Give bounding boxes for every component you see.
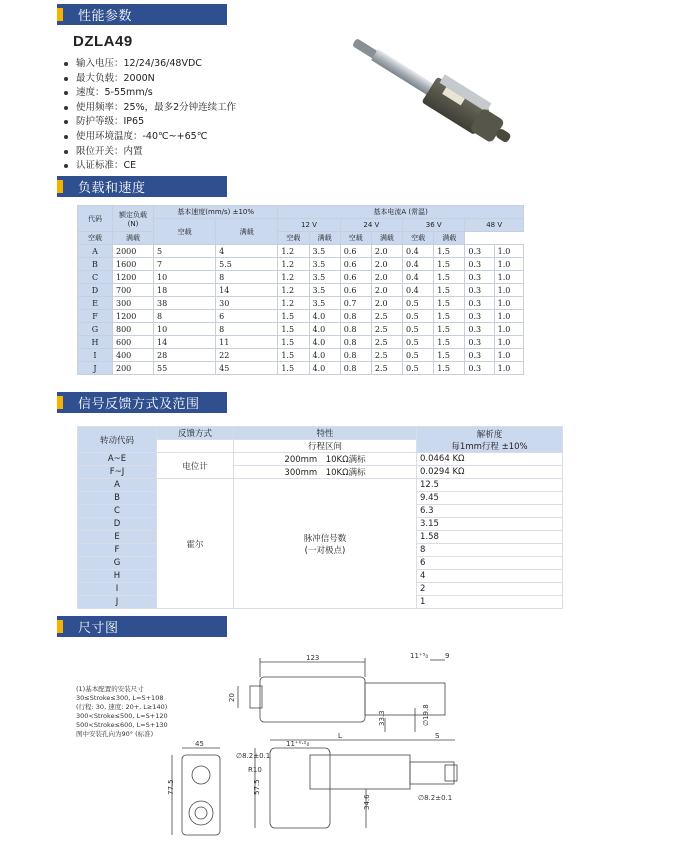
table-cell: 3.5 <box>309 284 340 297</box>
row-code: G <box>78 557 157 570</box>
row-code: B <box>78 492 157 505</box>
table-cell: 8 <box>154 310 216 323</box>
table-cell: 1.5 <box>278 310 309 323</box>
row-code: A~E <box>78 453 157 466</box>
table-cell: 1.0 <box>494 284 523 297</box>
dim-label: 11⁺⁵₀ <box>410 652 429 660</box>
section-title: 性能参数 <box>78 9 133 24</box>
table-cell: 700 <box>113 284 154 297</box>
spec-item: 限位开关：内置 <box>63 145 236 160</box>
row-code: C <box>78 505 157 518</box>
table-cell: 1.2 <box>278 245 309 258</box>
table-cell: 0.3 <box>465 297 494 310</box>
note-line: 500<Stroke≤600, L=S+130 <box>76 721 168 729</box>
table-cell: 3.5 <box>309 271 340 284</box>
feedback-table <box>77 426 563 609</box>
table-cell: 4 <box>216 245 278 258</box>
table-cell: 0.4 <box>403 271 434 284</box>
col-noload: 空载 <box>78 232 113 245</box>
table-cell: 1.5 <box>278 349 309 362</box>
table-cell: 4.0 <box>309 349 340 362</box>
col-noload: 空载 <box>403 232 434 245</box>
row-code: F~J <box>78 466 157 479</box>
dim-label: 33.3 <box>378 710 386 726</box>
col-feedback-type: 反馈方式 <box>157 427 234 440</box>
note-line: (行程: 30, 速度: 20+, L≥140) <box>76 703 168 711</box>
table-cell: 2.0 <box>371 297 402 310</box>
table-cell: 5 <box>154 245 216 258</box>
table-cell: 2.0 <box>371 245 402 258</box>
section-title: 尺寸图 <box>78 621 119 636</box>
row-code: F <box>78 544 157 557</box>
table-row <box>78 336 524 349</box>
table-cell: 0.3 <box>465 336 494 349</box>
col-fullload: 满载 <box>309 232 340 245</box>
table-cell: 2.5 <box>371 349 402 362</box>
dim-label: 57.5 <box>253 779 261 795</box>
col-voltage: 48 V <box>465 219 524 232</box>
row-code: A <box>78 479 157 492</box>
table-cell: 4.0 <box>309 323 340 336</box>
row-code: I <box>78 583 157 596</box>
section-header-performance <box>57 4 227 25</box>
table-cell: 1200 <box>113 310 154 323</box>
table-row <box>78 284 524 297</box>
dim-label: 34.6 <box>363 794 371 810</box>
table-row <box>78 362 524 375</box>
resolution-cell: 8 <box>417 544 563 557</box>
table-cell: 1.2 <box>278 297 309 310</box>
table-cell: 3.5 <box>309 258 340 271</box>
table-cell: 8 <box>216 323 278 336</box>
table-cell: 1600 <box>113 258 154 271</box>
dim-label: 123 <box>306 654 320 662</box>
col-speed: 基本速度(mm/s) ±10% <box>154 206 278 219</box>
col-current: 基本电流A (常温) <box>278 206 524 219</box>
col-rotation-code: 转动代码 <box>78 427 157 453</box>
table-cell: 1.2 <box>278 271 309 284</box>
col-voltage: 12 V <box>278 219 340 232</box>
note-line: 300<Stroke≤500, L=S+120 <box>76 712 168 720</box>
table-cell: 2.5 <box>371 362 402 375</box>
table-cell: 1.0 <box>494 245 523 258</box>
table-cell: 30 <box>216 297 278 310</box>
table-cell: 0.3 <box>465 258 494 271</box>
spec-item: 最大负载：2000N <box>63 72 236 87</box>
dim-label: ∅19.8 <box>422 704 430 726</box>
table-cell: 0.6 <box>340 245 371 258</box>
col-stroke-range: 行程区间 <box>234 440 417 453</box>
spec-item: 使用环境温度：-40℃~+65℃ <box>63 130 236 145</box>
table-cell: 800 <box>113 323 154 336</box>
resolution-cell: 0.0294 KΩ <box>417 466 563 479</box>
table-cell: 0.3 <box>465 323 494 336</box>
feedback-type: 电位计 <box>157 453 234 479</box>
table-cell: 28 <box>154 349 216 362</box>
load-speed-table <box>77 205 524 375</box>
dim-label: 9 <box>445 652 450 660</box>
note-line: (1)基本配置的安装尺寸 <box>76 685 144 693</box>
col-voltage: 24 V <box>340 219 402 232</box>
row-code: D <box>78 284 113 297</box>
dim-label: 45 <box>195 740 204 748</box>
col-rated-load: 额定负载 (N) <box>113 206 154 232</box>
table-cell: 10 <box>154 271 216 284</box>
dim-label: ∅8.2±0.1 <box>236 752 271 760</box>
dim-label: S <box>435 732 440 740</box>
resolution-cell: 4 <box>417 570 563 583</box>
table-cell: 1.5 <box>434 323 465 336</box>
table-cell: 0.7 <box>340 297 371 310</box>
model-title: DZLA49 <box>73 33 133 50</box>
table-cell: 0.5 <box>403 362 434 375</box>
table-row <box>78 453 563 466</box>
feedback-type: 霍尔 <box>157 479 234 609</box>
feature-cell <box>234 479 417 609</box>
table-row <box>78 271 524 284</box>
resolution-cell: 0.0464 KΩ <box>417 453 563 466</box>
spec-item: 输入电压：12/24/36/48VDC <box>63 57 236 72</box>
hall-feature-sub: (一对极点) <box>304 545 346 556</box>
table-cell: 0.3 <box>465 310 494 323</box>
resolution-cell: 6 <box>417 557 563 570</box>
install-notes <box>76 685 168 739</box>
table-cell: 0.5 <box>403 297 434 310</box>
table-cell: 0.5 <box>403 336 434 349</box>
note-line: 30≤Stroke≤300, L=S+108 <box>76 694 164 702</box>
col-voltage: 36 V <box>403 219 465 232</box>
table-cell: 1.5 <box>434 271 465 284</box>
table-cell: 0.8 <box>340 336 371 349</box>
row-code: B <box>78 258 113 271</box>
table-row <box>78 297 524 310</box>
table-cell: 2.0 <box>371 258 402 271</box>
table-cell: 4.0 <box>309 336 340 349</box>
table-cell: 1.5 <box>434 245 465 258</box>
row-code: J <box>78 362 113 375</box>
table-cell: 1.5 <box>434 297 465 310</box>
col-noload: 空载 <box>340 232 371 245</box>
table-cell: 600 <box>113 336 154 349</box>
section-title: 信号反馈方式及范围 <box>78 397 200 412</box>
table-cell: 0.5 <box>403 323 434 336</box>
resolution-cell: 12.5 <box>417 479 563 492</box>
dim-label: 20 <box>228 693 236 702</box>
table-cell: 10 <box>154 323 216 336</box>
col-resolution <box>417 427 563 453</box>
table-cell: 7 <box>154 258 216 271</box>
spec-item: 认证标准：CE <box>63 159 236 174</box>
table-cell: 1.5 <box>434 336 465 349</box>
col-noload: 空载 <box>154 219 216 245</box>
resolution-cell: 1.58 <box>417 531 563 544</box>
table-cell: 14 <box>216 284 278 297</box>
table-cell: 1.0 <box>494 258 523 271</box>
table-cell: 4.0 <box>309 310 340 323</box>
row-code: G <box>78 323 113 336</box>
actuator-product-image <box>330 28 530 168</box>
table-cell: 11 <box>216 336 278 349</box>
table-row <box>78 258 524 271</box>
table-cell: 3.5 <box>309 245 340 258</box>
resolution-cell: 9.45 <box>417 492 563 505</box>
table-cell: 1.5 <box>278 362 309 375</box>
table-cell: 0.6 <box>340 258 371 271</box>
table-cell: 0.4 <box>403 245 434 258</box>
table-cell: 0.8 <box>340 310 371 323</box>
table-cell: 1.2 <box>278 284 309 297</box>
spec-item: 防护等级：IP65 <box>63 115 236 130</box>
col-fullload: 满载 <box>371 232 402 245</box>
table-cell: 38 <box>154 297 216 310</box>
col-noload: 空载 <box>278 232 309 245</box>
table-cell: 1.0 <box>494 336 523 349</box>
table-cell: 1200 <box>113 271 154 284</box>
table-cell: 2.5 <box>371 310 402 323</box>
table-cell: 5.5 <box>216 258 278 271</box>
table-row <box>78 245 524 258</box>
table-cell: 0.3 <box>465 271 494 284</box>
table-cell: 2.0 <box>371 284 402 297</box>
table-cell: 2.5 <box>371 336 402 349</box>
section-marker-icon <box>57 8 63 21</box>
col-fullload: 满载 <box>113 232 154 245</box>
table-cell: 0.3 <box>465 245 494 258</box>
table-cell: 1.5 <box>434 284 465 297</box>
table-cell: 1.5 <box>434 362 465 375</box>
row-code: H <box>78 570 157 583</box>
section-title: 负载和速度 <box>78 181 146 196</box>
table-cell: 2.5 <box>371 323 402 336</box>
table-cell: 55 <box>154 362 216 375</box>
blank-cell <box>157 440 234 453</box>
feature-cell: 200mm 10KΩ满标 <box>234 453 417 466</box>
table-row <box>78 466 563 479</box>
table-cell: 1.0 <box>494 362 523 375</box>
dim-label: ∅8.2±0.1 <box>418 794 453 802</box>
dim-label: R10 <box>248 766 262 774</box>
spec-item: 使用频率：25%，最多2分钟连续工作 <box>63 101 236 116</box>
table-cell: 1.0 <box>494 297 523 310</box>
row-code: F <box>78 310 113 323</box>
table-row <box>78 310 524 323</box>
section-marker-icon <box>57 396 63 409</box>
resolution-cell: 6.3 <box>417 505 563 518</box>
dimension-drawing <box>160 650 460 855</box>
table-cell: 1.0 <box>494 310 523 323</box>
table-cell: 1.5 <box>434 310 465 323</box>
table-cell: 0.6 <box>340 271 371 284</box>
table-cell: 8 <box>216 271 278 284</box>
section-header-dimensions <box>57 616 227 637</box>
table-cell: 6 <box>216 310 278 323</box>
table-cell: 18 <box>154 284 216 297</box>
table-cell: 1.5 <box>434 349 465 362</box>
section-header-load-speed <box>57 176 227 197</box>
spec-item: 速度：5-55mm/s <box>63 86 236 101</box>
table-cell: 0.3 <box>465 349 494 362</box>
table-cell: 0.3 <box>465 362 494 375</box>
table-cell: 0.3 <box>465 284 494 297</box>
table-cell: 3.5 <box>309 297 340 310</box>
table-cell: 1.5 <box>278 323 309 336</box>
table-cell: 0.8 <box>340 362 371 375</box>
col-feature: 特性 <box>234 427 417 440</box>
table-cell: 0.5 <box>403 310 434 323</box>
table-cell: 1.0 <box>494 349 523 362</box>
table-cell: 2000 <box>113 245 154 258</box>
hall-feature: 脉冲信号数 <box>303 533 347 544</box>
table-cell: 2.0 <box>371 271 402 284</box>
table-row <box>78 323 524 336</box>
section-marker-icon <box>57 620 63 633</box>
table-cell: 0.4 <box>403 284 434 297</box>
row-code: H <box>78 336 113 349</box>
row-code: I <box>78 349 113 362</box>
col-fullload: 满载 <box>434 232 465 245</box>
table-cell: 45 <box>216 362 278 375</box>
row-code: D <box>78 518 157 531</box>
resolution-cell: 2 <box>417 583 563 596</box>
table-cell: 300 <box>113 297 154 310</box>
table-cell: 22 <box>216 349 278 362</box>
table-cell: 1.5 <box>278 336 309 349</box>
feature-cell: 300mm 10KΩ满标 <box>234 466 417 479</box>
table-row <box>78 479 563 492</box>
resolution-cell: 3.15 <box>417 518 563 531</box>
resolution-sub-label: 每1mm行程 ±10% <box>451 441 528 452</box>
table-cell: 4.0 <box>309 362 340 375</box>
row-code: A <box>78 245 113 258</box>
table-cell: 0.6 <box>340 284 371 297</box>
table-cell: 1.2 <box>278 258 309 271</box>
section-marker-icon <box>57 180 63 193</box>
row-code: C <box>78 271 113 284</box>
col-fullload: 满载 <box>216 219 278 245</box>
row-code: E <box>78 297 113 310</box>
dim-label: L <box>338 732 342 740</box>
dim-label: 77.5 <box>167 779 175 795</box>
spec-list <box>63 57 236 174</box>
table-cell: 0.8 <box>340 349 371 362</box>
table-cell: 0.5 <box>403 349 434 362</box>
table-cell: 1.0 <box>494 271 523 284</box>
table-cell: 0.8 <box>340 323 371 336</box>
table-row <box>78 349 524 362</box>
resolution-label: 解析度 <box>476 429 503 440</box>
row-code: J <box>78 596 157 609</box>
row-code: E <box>78 531 157 544</box>
table-cell: 200 <box>113 362 154 375</box>
note-line: 图中安装孔向为90° (标准) <box>76 730 154 738</box>
col-code: 代码 <box>78 206 113 232</box>
table-cell: 1.0 <box>494 323 523 336</box>
table-cell: 1.5 <box>434 258 465 271</box>
resolution-cell: 1 <box>417 596 563 609</box>
table-cell: 400 <box>113 349 154 362</box>
dim-label: 11⁺⁰·²₀ <box>286 740 310 748</box>
table-cell: 14 <box>154 336 216 349</box>
table-cell: 0.4 <box>403 258 434 271</box>
section-header-feedback <box>57 392 227 413</box>
